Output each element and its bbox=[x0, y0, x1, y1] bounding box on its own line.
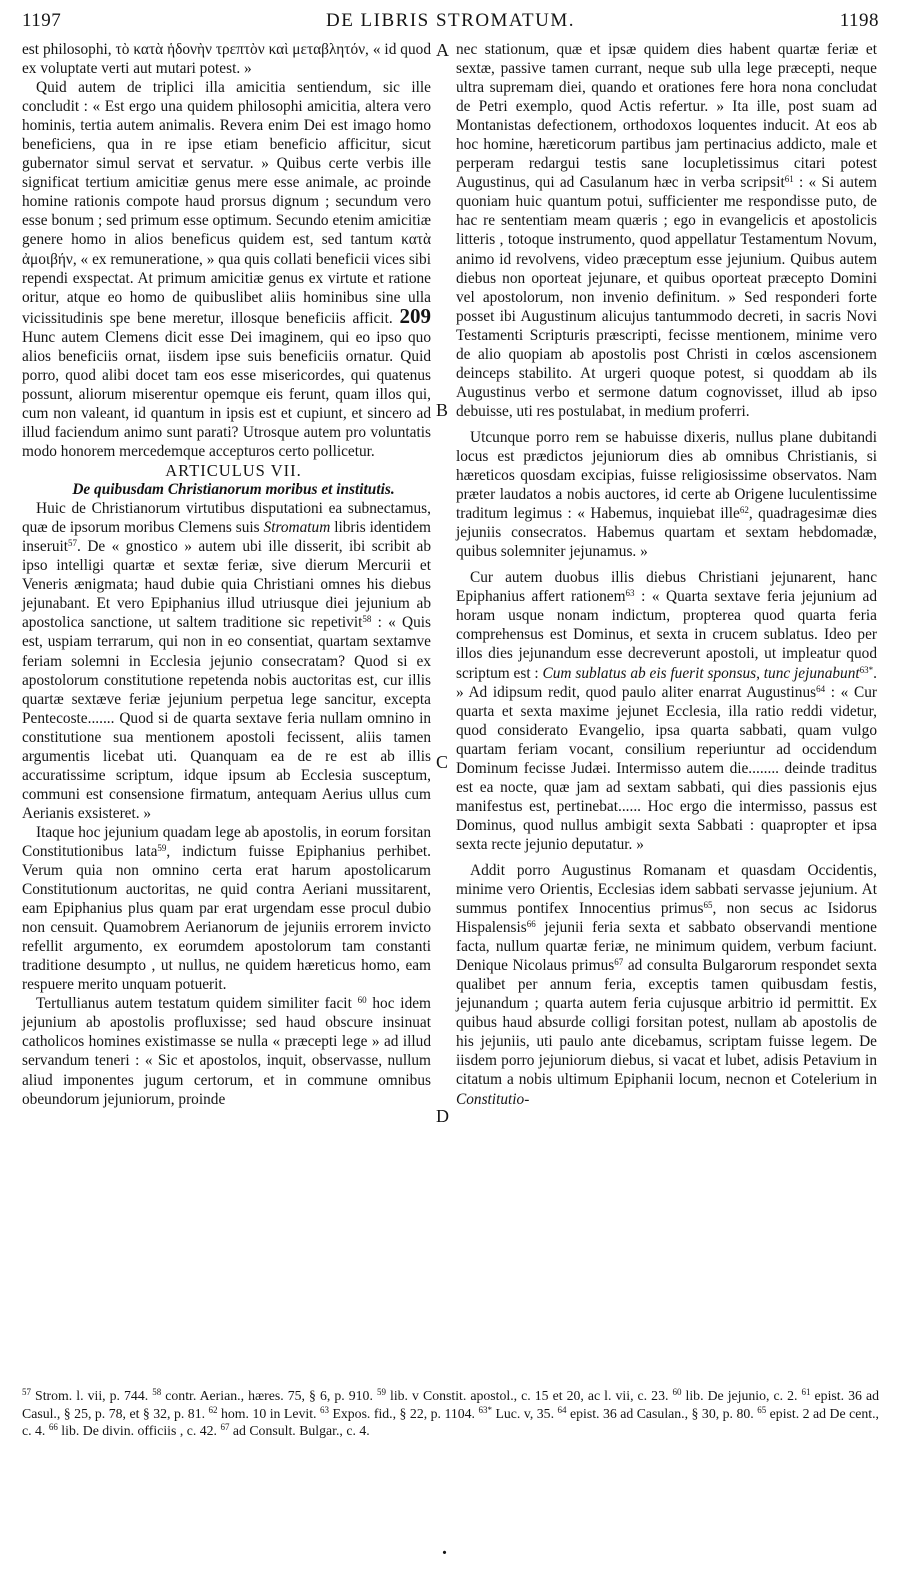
article-title: ARTICULUS VII. bbox=[165, 461, 302, 481]
margin-letter-d: D bbox=[436, 1106, 449, 1126]
paragraph: Cur autem duobus illis diebus Christiani jejunarent, hanc Epiphanius affert rationem$^{63}$ : « Quarta sextave feria jejunium ad horam usque nonam indictum, propterea quod quarta feria comprehensus est Dominus, et sexta in crucem sublatus. Ideo per illos dies jejunandum esse decreverunt apostoli, ut impleatur quod scriptum est : Cum sublatus ab eis fuerit sponsus, tunc jejunabunt$^{63*}$. » Ad idipsum redit, quod paulo aliter enarrat Augustinus$^{64}$ : « Cur quarta et sexta maxime jejunet Ecclesia, illa ratio reddi videtur, quod considerato Evangelio, ipsa quarta sabbati, quam vulgo quartam feriam vocant, consilium reperiuntur ad occidendum Dominum fecisse Judæi. Intermisso autem die........ deinde traditus est ea nocte, quæ jam ad sextam sabbati, qui dies passionis ejus manifestus est, pertinebat...... Hoc ergo die intermisso, passus est Dominus, quod nullus ambigit sexta Sabbati : quapropter et ipsa sexta recte jejunio deputatur. » bbox=[456, 569, 878, 853]
footnote-ref: 60 bbox=[357, 995, 367, 1006]
footnote-ref: 58 bbox=[362, 614, 372, 625]
margin-letter-b: B bbox=[436, 400, 449, 420]
footnote: $^{57}$ Strom. l. vii, p. 744. bbox=[22, 1387, 153, 1403]
footnote: $^{63*}$ Luc. v, 35. bbox=[478, 1404, 558, 1421]
footnote-ref: 63 bbox=[625, 588, 635, 599]
footnote-ref: 67 bbox=[614, 957, 624, 968]
footnotes bbox=[22, 1387, 879, 1440]
footnote: $^{67}$ ad Consult. Bulgar., c. 4. bbox=[220, 1422, 370, 1438]
margin-letter-c: C bbox=[436, 752, 449, 772]
page-number-right: 1198 bbox=[839, 10, 879, 31]
paragraph: est philosophi, τὸ κατὰ ἡδονὴν τρεπτὸν καὶ μεταβλητόν, « id quod ex voluptate verti aut mutari potest. » bbox=[22, 41, 431, 78]
paragraph: Huic de Christianorum virtutibus disputationi ea subnectamus, quæ de ipsorum moribus Clemens suis Stromatum libris identidem inseruit$^{57}$. De « gnostico » autem ubi ille disserit, ibi scribit ab ipso intelligi quartæ et sextæ feriæ, sive dierum Mercurii et Veneris ænigmata; haud dubie quia Christiani omnes his diebus jejunabant. Et vero Epiphanius illud utriusque diei jejunium ab apostolica sanctione, ut saltem traditione sic repetivit$^{58}$ : « Quis est, uspiam terrarum, qui non in eo consentiat, quartam sextamve feriam solemni in Ecclesia jejunio consecratam? Quod si ex apostolorum constitutione repetenda nobis auctoritas est, cur illis quartæ sextæve feriæ jejunium perpetua lege sancitur, excepta Pentecoste....... Quod si de quarta sextave feria nullam omnino in constitutione sua mentionem apostoli fecissent, aliis tamen argumentis licebat uti. Quanquam ea de re est ab illis accuratissime scriptum, idque ipsum ab Ecclesia susceptum, communi est consensione firmatum, antequam Aerius ullus cum Aerianis exsisteret. » bbox=[22, 500, 431, 822]
footnote: $^{60}$ lib. De jejunio, c. 2. bbox=[672, 1387, 802, 1403]
footnote: $^{58}$ contr. Aerian., hæres. 75, § 6, p. 910. bbox=[152, 1387, 377, 1403]
bottom-mark: . bbox=[442, 1537, 447, 1559]
footnote: $^{62}$ hom. 10 in Levit. bbox=[208, 1404, 320, 1421]
paragraph: Utcunque porro rem se habuisse dixeris, nullus plane dubitandi locus est prædictos jejuniorum dies ab omnibus Christianis, si hæreticos quosdam excipias, fuisse religiosissime observatos. Nam præter laudatos a nobis auctores, id certe ab Origene luculentissime traditum legimus : « Habemus, inquiebat ille$^{62}$, quadragesimæ dies jejuniis consecratos. Habemus quartam et sextam hebdomadæ, quibus solemniter jejunamus. » bbox=[456, 428, 877, 561]
footnote-ref: 62 bbox=[739, 505, 749, 516]
footnote-ref: 65 bbox=[703, 900, 713, 911]
footnote-ref: 61 bbox=[784, 174, 794, 185]
footnote-ref: 59 bbox=[157, 842, 167, 853]
paragraph: Itaque hoc jejunium quadam lege ab apostolis, in eorum forsitan Constitutionibus lata$^{59}$, indictum fuisse Epiphanius perhibet. Verum quia non omnino certa erat harum apostolicarum Constitutionum auctoritas, ne quid contra Aeriani mussitarent, eam Epiphanius plus quam par erat urgendam esse procul dubio non censuit. Quamobrem Aerianorum de jejuniis errorem invicto refellit argumento, ex eorumdem apostolorum tam constanti traditione desumpto , ut nullus, ne quidem hæreticus homo, eam respuere merito unquam potuerit. bbox=[22, 823, 431, 994]
running-header bbox=[22, 10, 879, 40]
page-marker: 209 bbox=[399, 303, 431, 328]
footnote: $^{65}$ epist. 2 ad De cent., c. 4. bbox=[22, 1404, 879, 1438]
right-column bbox=[456, 40, 877, 1109]
paragraph: Quid autem de triplici illa amicitia sentiendum, sic ille concludit : « Est ergo una quidem philosophi amicitia, altera vero hominis, tertia autem animalis. Revera enim Dei est imago homo beneficiens, qua in re ipse etiam beneficio afficitur, sicut gubernator simul servat et servatur. » Quibus certe verbis ille significat tertium amicitiæ genus mere esse animale, ac proinde homine rationis compote haud prorsus dignum ; secundum vero esse bonum ; sed primum esse optimum. Secundo etenim amicitiæ genere homo in alios beneficus quidem est, sed tantum κατὰ ἀμοιβήν, « ex remuneratione, » qua quis collati beneficii vices sibi rependi exspectat. At primum amicitiæ genus ex virtute et ratione oritur, atque eo homo de quibuslibet aliis hominibus sine ulla vicissitudinis spe bene meretur, illosque beneficiis afficit. 209 Hunc autem Clemens dicit esse Dei imaginem, qui eo ipso quo alios beneficiis ornat, iisdem ipse suis beneficiis ornatur. Quid porro, quod alibi docet tam eos esse misericordes, qui quatenus possunt, aliorum miserentur opemque eis ferunt, quam illos qui, cum non valeant, id quantum in ipsis est et cupiunt, et sincero ad illud faciendum animo sunt parati? Utrosque autem pro voluntatis modo honorem mercedemque accepturos certo pollicetur. bbox=[22, 79, 431, 460]
paragraph: Addit porro Augustinus Romanam et quasdam Occidentis, minime vero Orientis, Ecclesias idem sabbati servasse jejunium. At summus pontifex Innocentius primus$^{65}$, non secus ac Isidorus Hispalensis$^{66}$ jejunii feria sexta et sabbato observandi mentione facta, nullum quartæ feriæ, ne minimum quidem, verbum faciunt. Denique Nicolaus primus$^{67}$ ad consulta Bulgarorum respondet sexta qualibet per annum feria, exceptis tamen quibusdam festis, jejunandum ; quarta autem feria cujusque arbitrio id permittit. Ex quibus haud absurde colligi forsitan potest, nullam ab apostolis de his jejuniis, uti paulo ante dicebamus, scriptam fuisse legem. De iisdem porro jejuniorum diebus, si vacat et lubet, adisis Petavium in citatum a nobis ultimum Epiphanii locum, necnon et Cotelerium in Constitutio- bbox=[456, 861, 877, 1108]
article-subtitle: De quibusdam Christianorum moribus et institutis. bbox=[72, 481, 395, 499]
margin-letter-a: A bbox=[436, 40, 449, 60]
footnote-ref: 64 bbox=[816, 683, 826, 694]
paragraph: Tertullianus autem testatum quidem similiter facit $^{60}$ hoc idem jejunium ab apostolis profluxisse; sed haud obscure insinuat catholicos homines existimasse se nulla « præcepti lege » ad illud servandum teneri : « Sic et apostolos, inquit, observasse, nullum aliud imponentes jugum certorum, et in commune omnibus obeundorum jejuniorum, proinde bbox=[22, 995, 431, 1108]
paragraph: nec stationum, quæ et ipsæ quidem dies habent quartæ feriæ et sextæ, passive tamen currant, neque sub ulla lege præcepti, neque ultra supremam diei, quando et orationes fere hora nona concludat de Petri exemplo, quod Actis refertur. » Ita ille, post suam ad Montanistas defectionem, orthodoxos loquentes inducit. At eos ab hoc homine, hæreticorum partibus jam pertinacius addicto, male et perperam redargui testis sane locupletissimus citari potest Augustinus, qui ad Casulanum hæc in verba scripsit$^{61}$ : « Si autem quoniam huic quantum potui, sufficienter me respondisse puto, de hac re sententiam meam quæris ; ego in evangelicis et apostolicis litteris , totoque instrumento, quod appellatur Testamentum Novum, animo id revolvens, video præceptum esse jejunium. Quibus autem diebus non oporteat jejunare, et quibus oporteat præcepto Domini vel apostolorum, non invenio definitum. » Sed responderi forte posset ibi Augustinum alicujus tantummodo decreti, in sacris Novi Testamenti Scripturis præscripti, fecisse mentionem, minime vero de alio quopiam ab apostolis post Christi in cœlos ascensionem deinceps stabilito. At urgeri quoque potest, si quoddam ab ils Augustinus verbo et sermone datum cognovisset, illud ab ipso debuisse, uti res postulabat, in medium proferri. bbox=[456, 41, 877, 420]
footnote-ref: 66 bbox=[526, 919, 536, 930]
left-column bbox=[22, 40, 431, 1109]
page-number-left: 1197 bbox=[22, 10, 62, 31]
footnote: $^{59}$ lib. v Constit. apostol., c. 15 et 20, ac l. vii, c. 23. bbox=[376, 1387, 673, 1403]
footnote: $^{61}$ epist. 36 ad Casul., § 25, p. 78, et § 32, p. 81. bbox=[22, 1387, 879, 1421]
footnote: $^{66}$ lib. De divin. officiis , c. 42. bbox=[48, 1422, 221, 1438]
footnote: $^{63}$ Expos. fid., § 22, p. 1104. bbox=[319, 1404, 479, 1421]
footnote-ref: 63* bbox=[859, 664, 874, 675]
footnote: $^{64}$ epist. 36 ad Casulan., § 30, p. 80. bbox=[557, 1404, 758, 1421]
running-title: DE LIBRIS STROMATUM. bbox=[325, 10, 576, 31]
footnote-ref: 57 bbox=[68, 538, 78, 549]
